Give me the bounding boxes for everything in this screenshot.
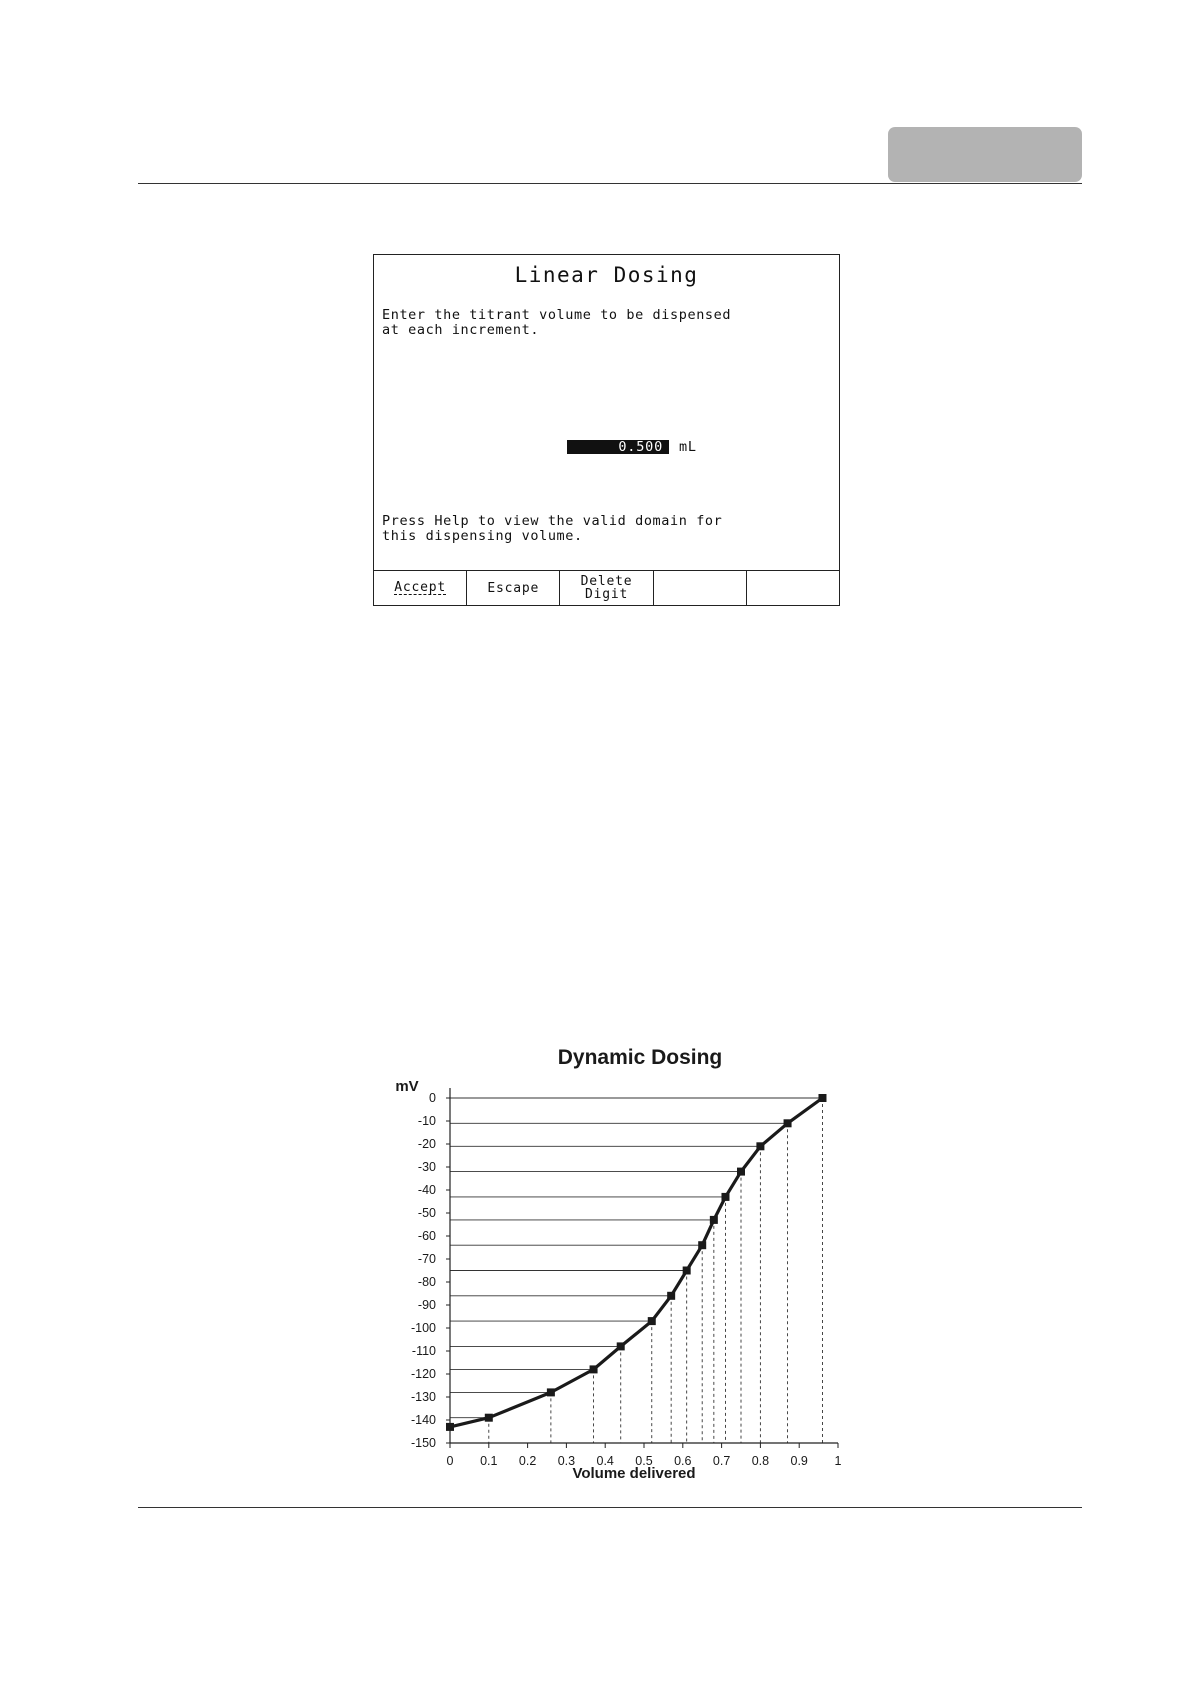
axes xyxy=(446,1088,838,1448)
footer-rule xyxy=(138,1507,1082,1508)
y-tick-label: -70 xyxy=(417,1252,436,1266)
x-tick-label: 0 xyxy=(446,1454,454,1468)
y-tick-label: -150 xyxy=(410,1436,436,1450)
data-point-marker xyxy=(710,1216,718,1224)
data-point-marker xyxy=(590,1365,598,1373)
y-tick-label: -100 xyxy=(410,1321,436,1335)
x-tick-label: 0.4 xyxy=(596,1454,614,1468)
delete-digit-softkey[interactable] xyxy=(560,571,653,605)
data-point-marker xyxy=(648,1317,656,1325)
x-tick-label: 0.8 xyxy=(751,1454,770,1468)
data-point-marker xyxy=(683,1267,691,1275)
data-point-marker xyxy=(617,1342,625,1350)
y-tick-label: -80 xyxy=(417,1275,436,1289)
y-tick-label: -140 xyxy=(410,1413,436,1427)
volume-input[interactable]: 0.500 xyxy=(567,440,669,454)
y-tick-label: -120 xyxy=(410,1367,436,1381)
y-tick-label: -50 xyxy=(417,1206,436,1220)
delete-digit-softkey-label: Delete Digit xyxy=(580,574,633,602)
tick-labels xyxy=(411,1091,842,1468)
data-point-marker xyxy=(737,1168,745,1176)
data-point-marker xyxy=(667,1292,675,1300)
data-point-marker xyxy=(446,1423,454,1431)
chart-title: Dynamic Dosing xyxy=(557,1046,723,1069)
volume-unit: mL xyxy=(679,439,697,455)
section-tab xyxy=(888,127,1082,182)
data-point-marker xyxy=(547,1388,555,1396)
y-tick-label: -30 xyxy=(417,1160,436,1174)
escape-softkey-label: Escape xyxy=(487,580,540,596)
y-tick-label: -40 xyxy=(417,1183,436,1197)
header-rule xyxy=(138,183,1082,184)
x-tick-label: 0.7 xyxy=(712,1454,731,1468)
y-tick-label: -130 xyxy=(410,1390,436,1404)
empty-softkey-5[interactable] xyxy=(747,571,839,605)
data-point-marker xyxy=(485,1414,493,1422)
data-point-marker xyxy=(698,1241,706,1249)
data-point-marker xyxy=(818,1094,826,1102)
lcd-screen xyxy=(373,254,840,606)
x-tick-label: 0.1 xyxy=(480,1454,498,1468)
y-tick-label: -10 xyxy=(417,1114,436,1128)
y-tick-label: -90 xyxy=(417,1298,436,1312)
prompt-text: Enter the titrant volume to be dispensed at each increment. xyxy=(382,307,732,338)
volume-entry xyxy=(567,439,697,455)
x-tick-label: 1 xyxy=(834,1454,842,1468)
x-tick-label: 0.3 xyxy=(557,1454,576,1468)
help-hint-text: Press Help to view the valid domain for this dispensing volume. xyxy=(382,513,723,544)
grid-lines xyxy=(450,1098,822,1443)
x-tick-label: 0.2 xyxy=(518,1454,537,1468)
y-axis-label: mV xyxy=(395,1078,419,1095)
data-point-marker xyxy=(721,1193,729,1201)
data-points xyxy=(446,1094,826,1431)
x-tick-label: 0.5 xyxy=(635,1454,653,1468)
x-tick-label: 0.9 xyxy=(790,1454,808,1468)
escape-softkey[interactable] xyxy=(467,571,560,605)
x-axis-label: Volume delivered xyxy=(572,1465,696,1482)
empty-softkey-4[interactable] xyxy=(654,571,747,605)
softkey-bar xyxy=(374,570,839,605)
series-polyline xyxy=(450,1098,822,1427)
data-point-marker xyxy=(784,1119,792,1127)
series-line xyxy=(450,1098,822,1427)
screen-title: Linear Dosing xyxy=(514,263,699,287)
data-point-marker xyxy=(756,1142,764,1150)
y-tick-label: 0 xyxy=(429,1091,436,1105)
accept-softkey[interactable] xyxy=(374,571,467,605)
y-tick-label: -20 xyxy=(417,1137,436,1151)
accept-softkey-label: Accept xyxy=(394,580,446,595)
y-tick-label: -110 xyxy=(411,1344,436,1358)
y-tick-label: -60 xyxy=(417,1229,436,1243)
x-tick-label: 0.6 xyxy=(674,1454,692,1468)
dynamic-dosing-chart xyxy=(380,1040,860,1510)
